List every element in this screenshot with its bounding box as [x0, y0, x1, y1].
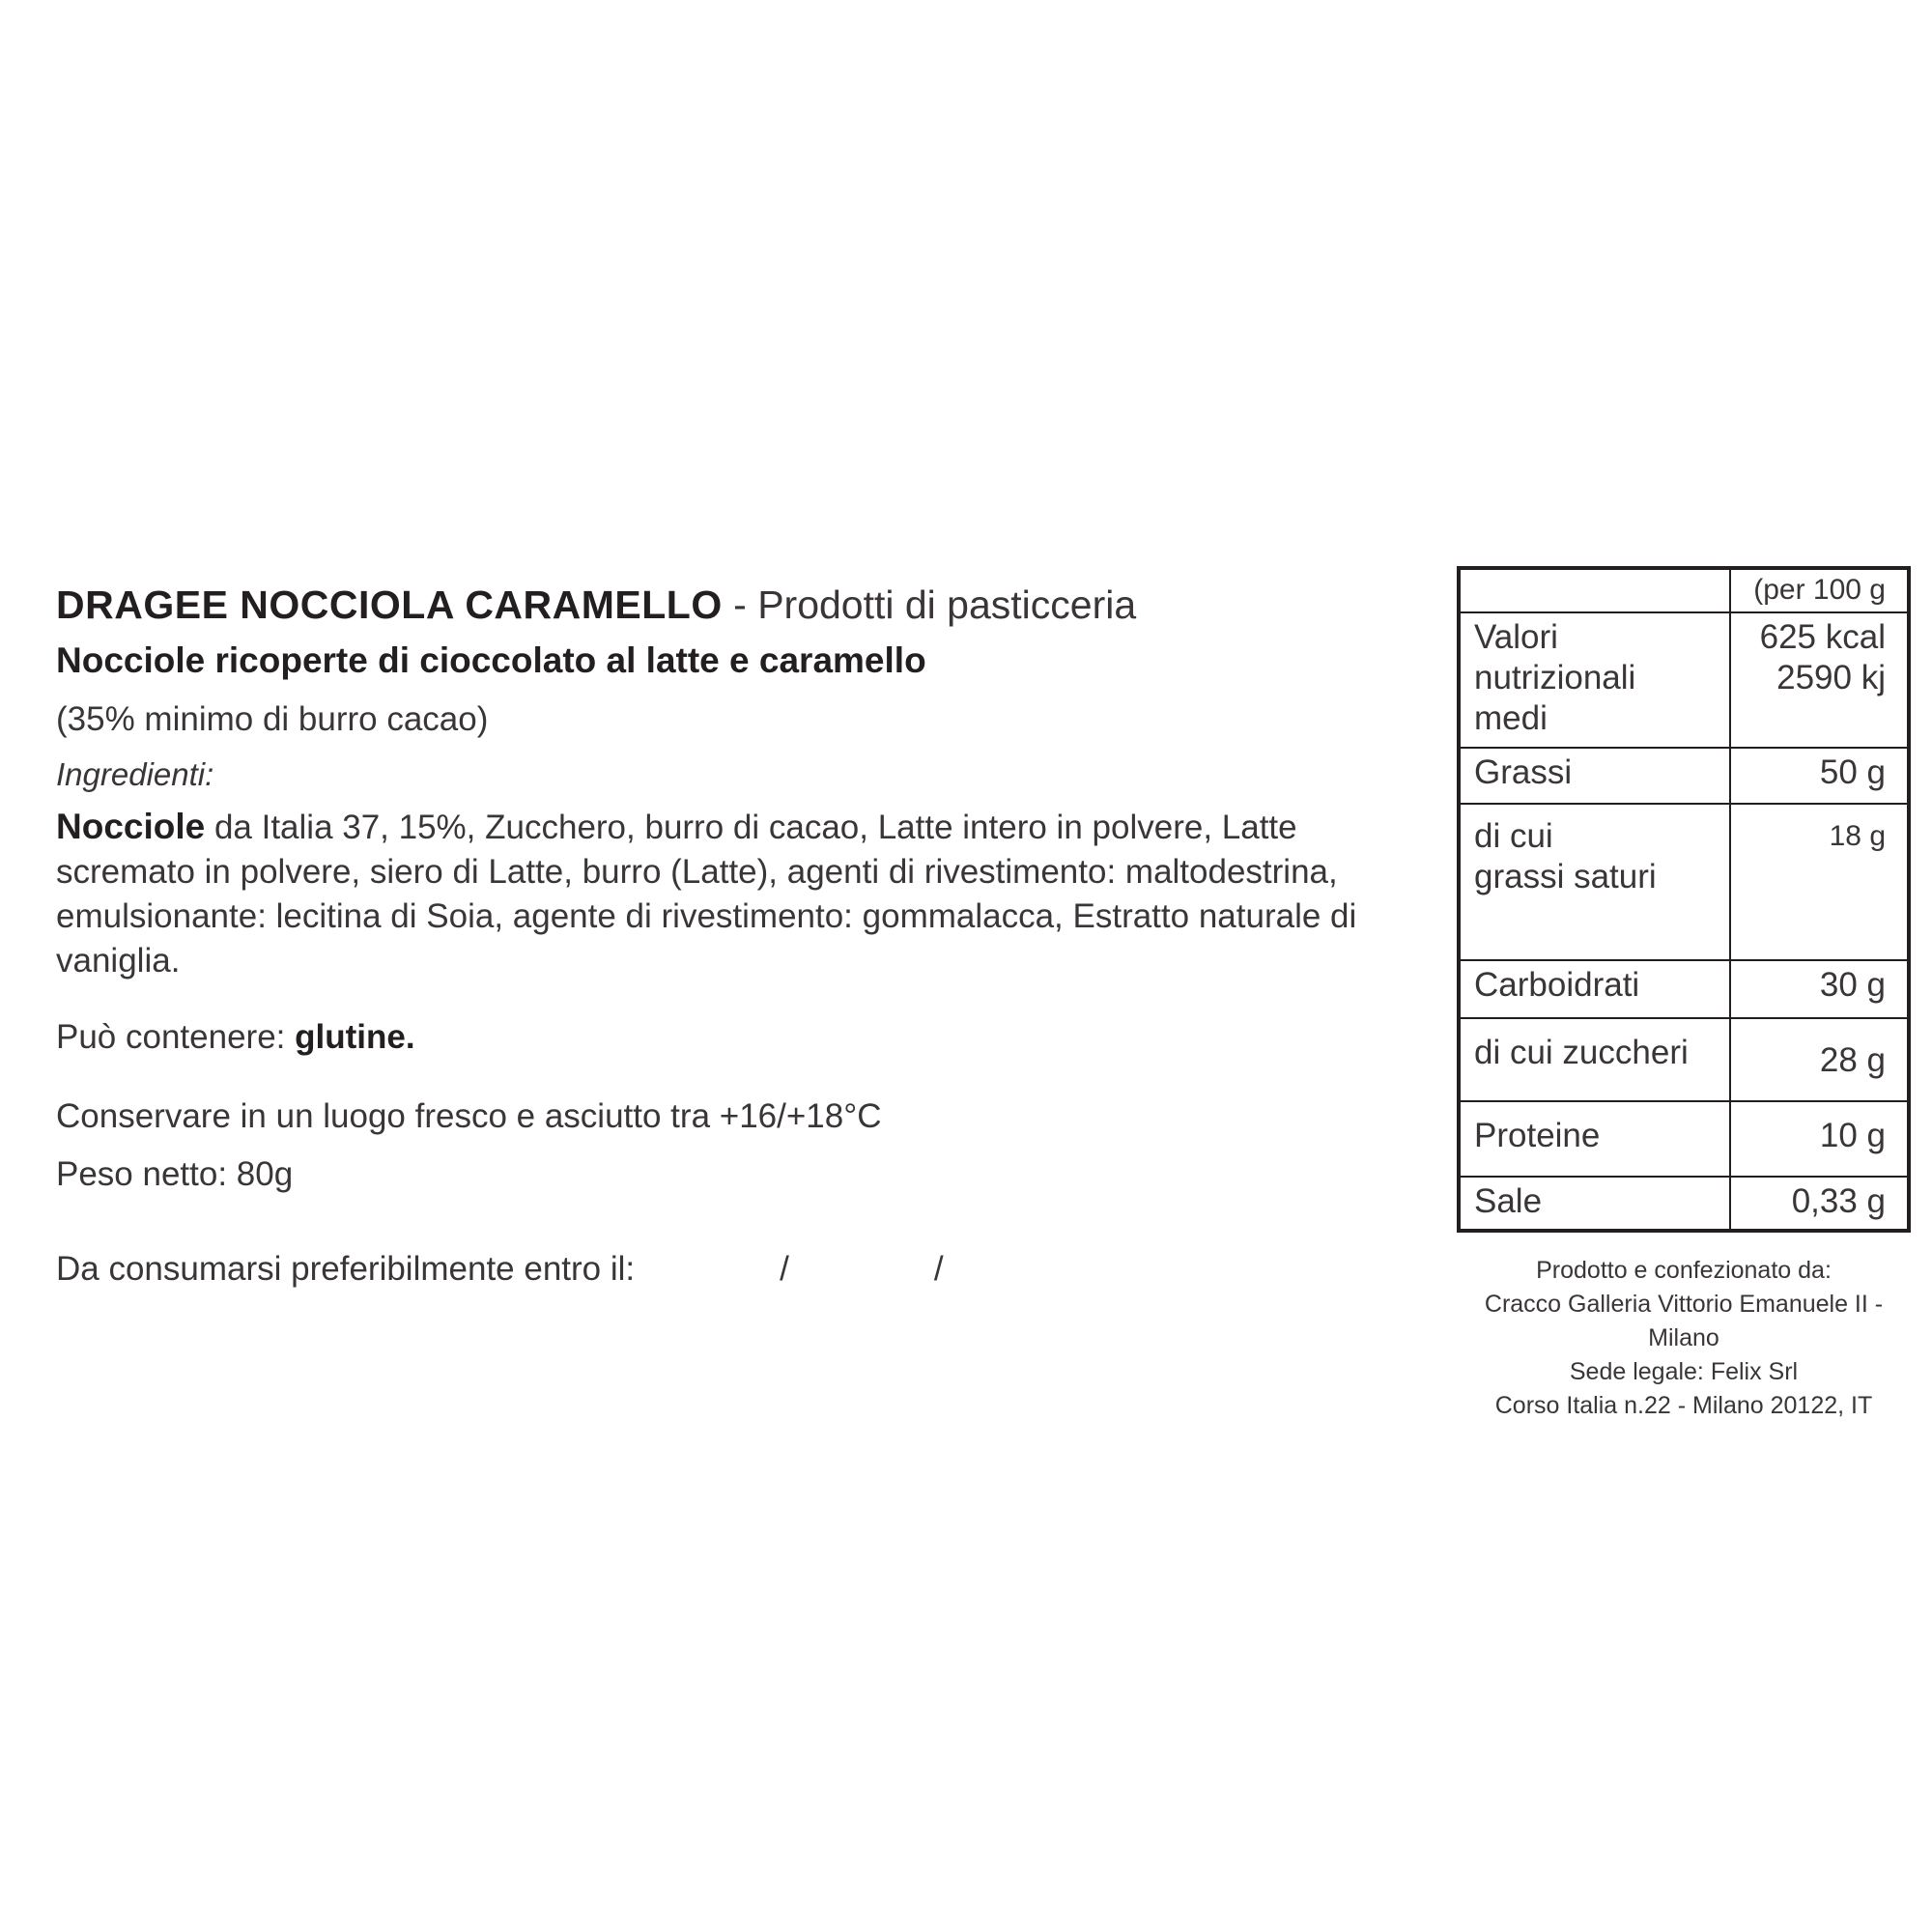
- sugars-value: 28 g: [1730, 1018, 1909, 1101]
- producer-line-3: Sede legale: Felix Srl: [1569, 1358, 1799, 1385]
- product-title: DRAGEE NOCCIOLA CARAMELLO: [56, 582, 723, 627]
- product-title-line: [56, 576, 1408, 634]
- expiry-slash-2: /: [933, 1250, 944, 1288]
- salt-value: 0,33 g: [1730, 1177, 1909, 1231]
- nutrition-header-empty: [1459, 568, 1730, 612]
- nutrition-energy-row: [1459, 612, 1909, 748]
- producer-info: [1457, 1254, 1911, 1423]
- energy-kcal: 625 kcal: [1759, 618, 1886, 656]
- expiry-slash-1: /: [780, 1250, 789, 1288]
- energy-label-2: nutrizionali: [1474, 659, 1636, 696]
- ingredients-body: da Italia 37, 15%, Zucchero, burro di cacao, Latte intero in polvere, Latte scremato in polvere, siero di Latte, burro (Latte), agenti di rivestimento: maltodestrina, emulsionante: lecitina di Soia, agente di rivestimento: gommalacca, Estratto naturale di vaniglia.: [56, 809, 1357, 980]
- sugars-label: di cui zuccheri: [1459, 1018, 1730, 1101]
- saturated-value: 18 g: [1730, 804, 1909, 960]
- nutrition-table: [1457, 566, 1911, 1233]
- fat-value: 50 g: [1730, 748, 1909, 804]
- protein-label: Proteine: [1459, 1101, 1730, 1177]
- allergen-bold: glutine.: [295, 1018, 415, 1056]
- ingredients-lead: Nocciole: [56, 807, 206, 846]
- saturated-label-1: di cui: [1474, 817, 1553, 855]
- allergen-text: Può contenere:: [56, 1018, 296, 1056]
- carbs-value: 30 g: [1730, 960, 1909, 1018]
- nutrition-row-fat: [1459, 748, 1909, 804]
- energy-values: [1730, 612, 1909, 748]
- nutrition-header: (per 100 g: [1730, 568, 1909, 612]
- producer-line-1: Prodotto e confezionato da:: [1536, 1257, 1832, 1284]
- ingredients-label: Ingredienti:: [56, 756, 214, 792]
- energy-label-1: Valori: [1474, 618, 1558, 656]
- energy-kj: 2590 kj: [1776, 659, 1886, 696]
- product-subtitle: Nocciole ricoperte di cioccolato al latte e caramello: [56, 640, 926, 680]
- protein-value: 10 g: [1730, 1101, 1909, 1177]
- nutrition-row-salt: [1459, 1177, 1909, 1231]
- storage-instructions: Conservare in un luogo fresco e asciutto tra +16/+18°C: [56, 1097, 882, 1135]
- expiry-line: [56, 1250, 1408, 1289]
- producer-line-4: Corso Italia n.22 - Milano 20122, IT: [1494, 1392, 1873, 1419]
- title-separator: -: [722, 582, 758, 627]
- expiry-label: Da consumarsi preferibilmente entro il:: [56, 1250, 636, 1288]
- net-weight: Peso netto: 80g: [56, 1155, 294, 1193]
- cacao-note: (35% minimo di burro cacao): [56, 700, 489, 738]
- product-info: [56, 576, 1408, 1289]
- fat-label: Grassi: [1459, 748, 1730, 804]
- carbs-label: Carboidrati: [1459, 960, 1730, 1018]
- energy-label-3: medi: [1474, 699, 1548, 737]
- nutrition-row-carbs: [1459, 960, 1909, 1018]
- nutrition-row-protein: [1459, 1101, 1909, 1177]
- saturated-label-2: grassi saturi: [1474, 858, 1657, 895]
- nutrition-row-saturated: [1459, 804, 1909, 960]
- ingredients-text: [56, 805, 1408, 983]
- nutrition-row-sugars: [1459, 1018, 1909, 1101]
- product-category: Prodotti di pasticceria: [757, 582, 1137, 627]
- saturated-label: [1459, 804, 1730, 960]
- salt-label: Sale: [1459, 1177, 1730, 1231]
- energy-label: [1459, 612, 1730, 748]
- producer-line-2: Cracco Galleria Vittorio Emanuele II - Milano: [1484, 1291, 1884, 1351]
- allergen-note: [56, 1018, 1408, 1057]
- nutrition-header-row: [1459, 568, 1909, 612]
